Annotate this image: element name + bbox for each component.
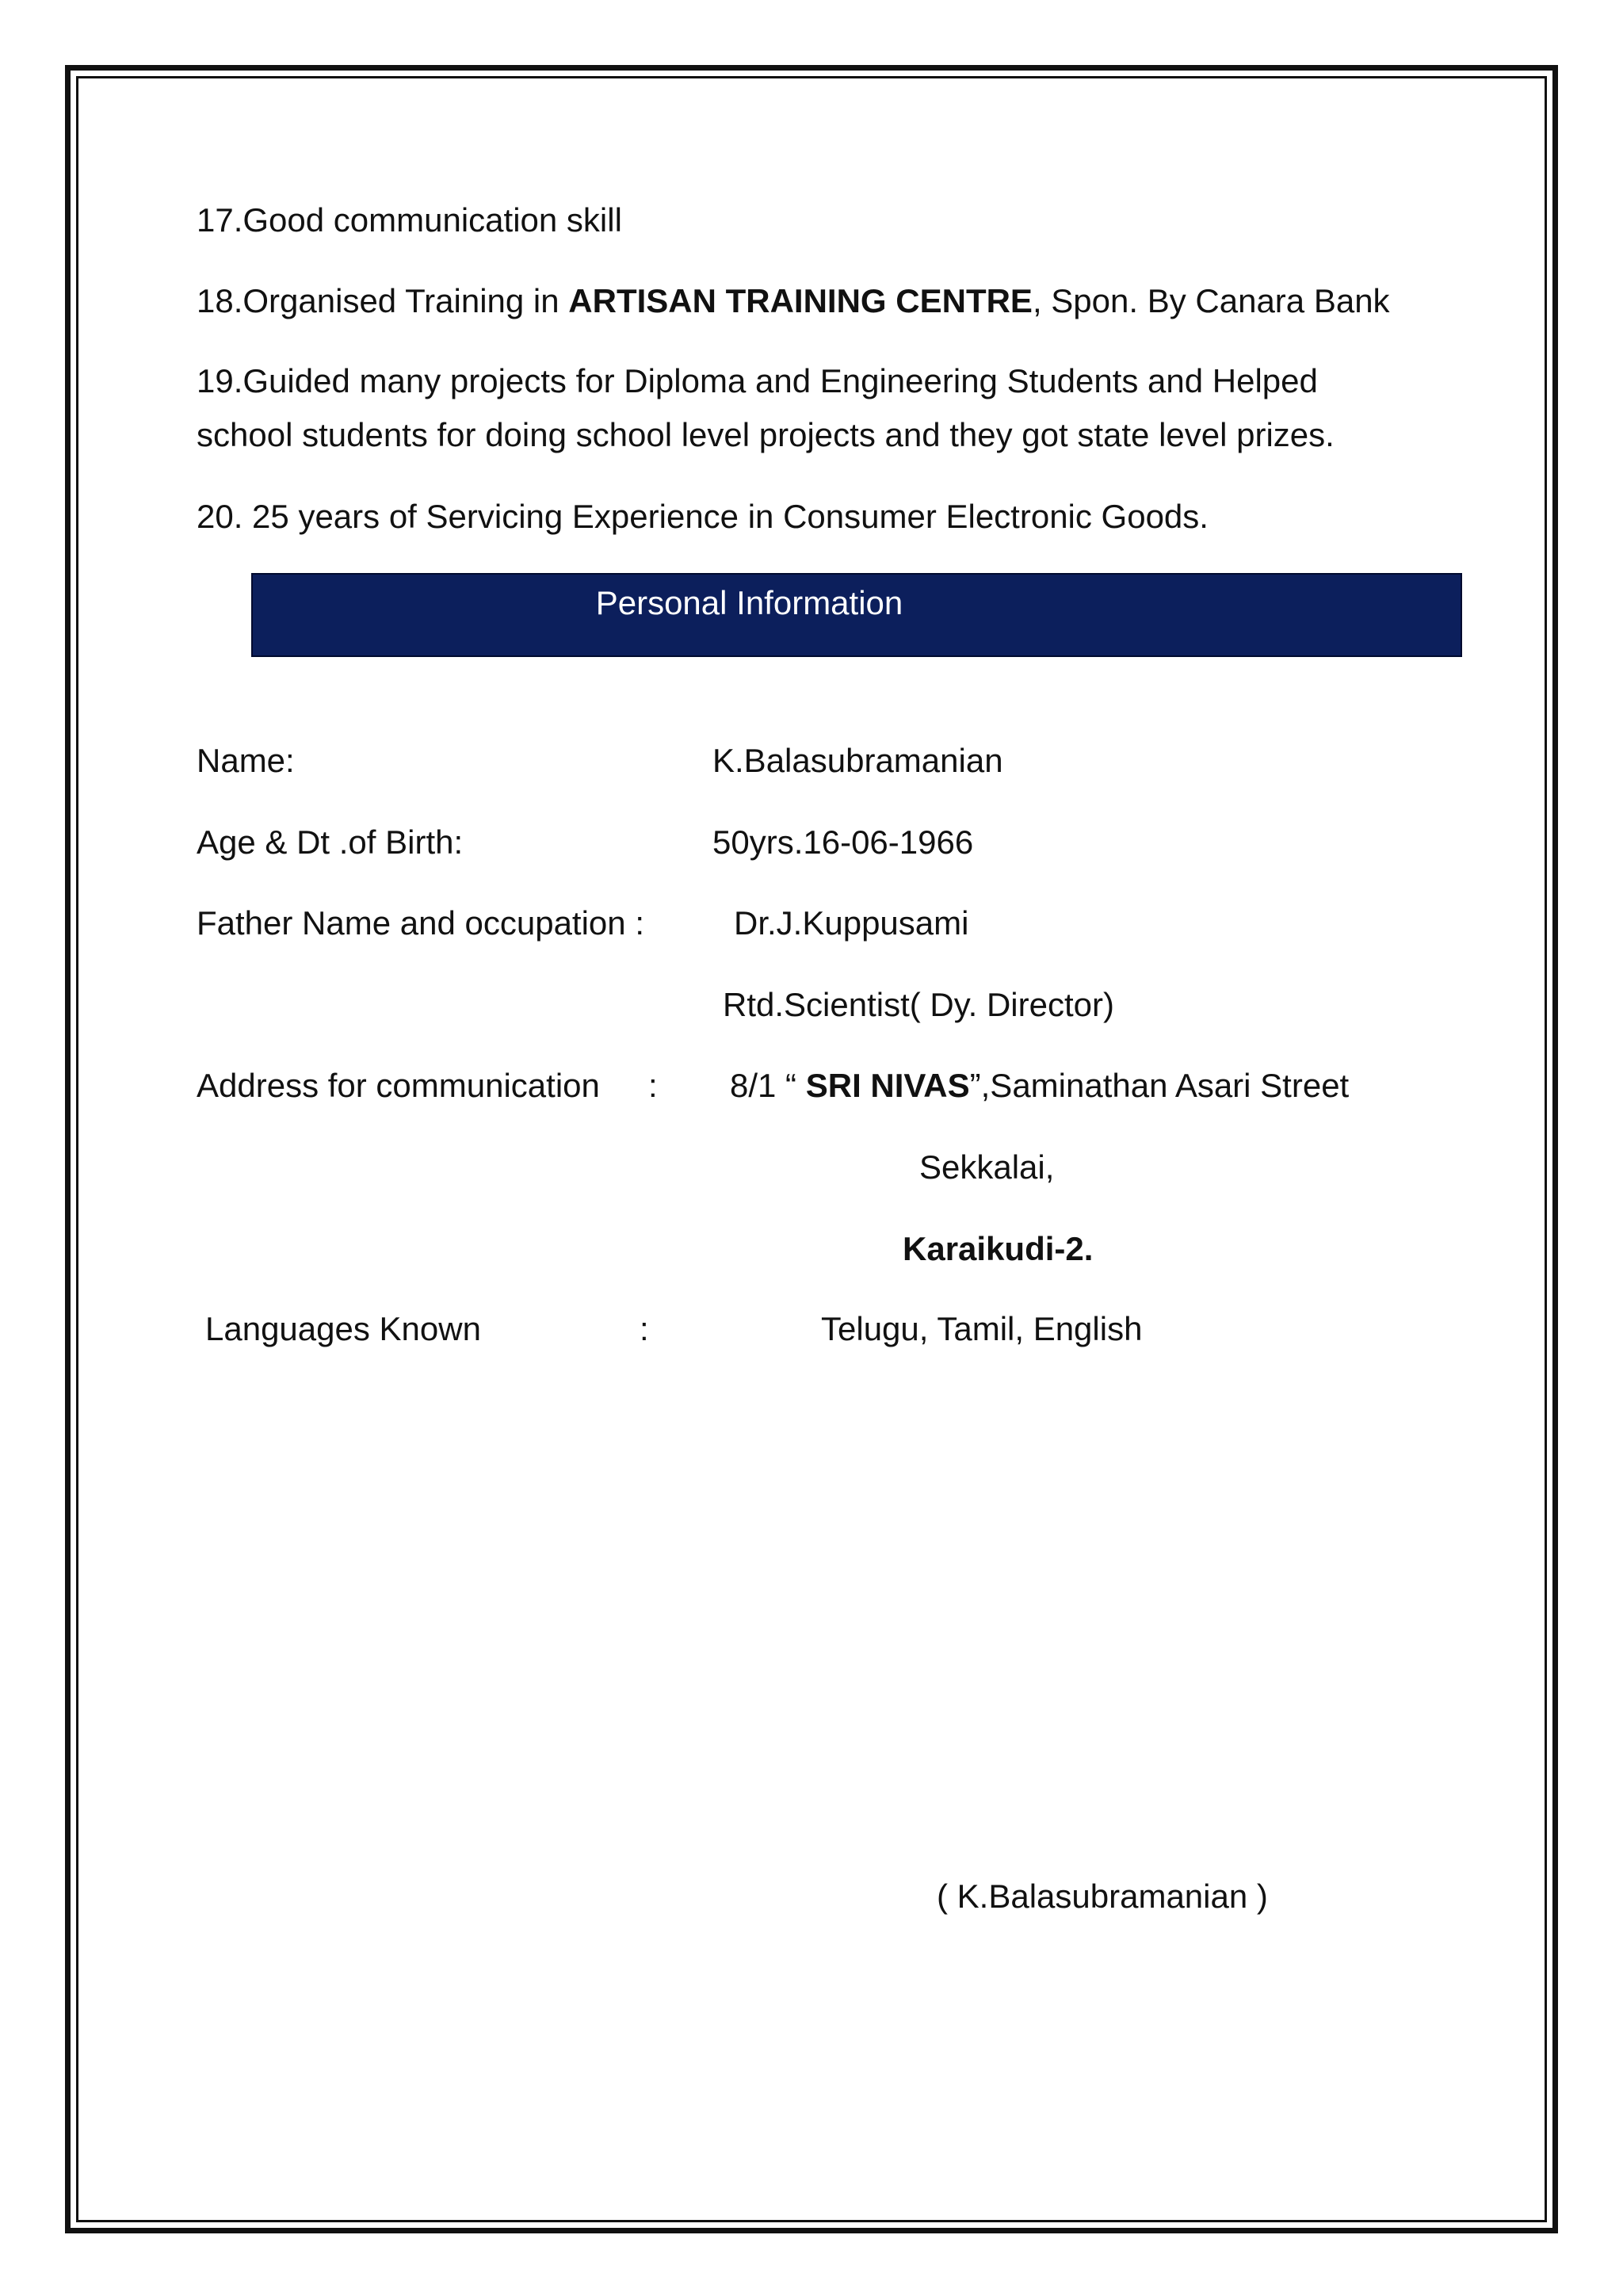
address-label: Address for communication (197, 1067, 600, 1104)
address-line3: Karaikudi-2. (903, 1230, 1094, 1267)
list-item-18 (197, 274, 1390, 328)
languages-value: Telugu, Tamil, English (821, 1310, 1143, 1347)
address-line1 (730, 1059, 1349, 1113)
address-colon: : (648, 1067, 658, 1104)
address-prefix: 8/1 “ (730, 1067, 806, 1104)
list-item-19-line1: 19.Guided many projects for Diploma and Engineering Students and Helped (197, 362, 1318, 399)
age-value: 50yrs.16-06-1966 (712, 823, 974, 861)
father-occupation: Rtd.Scientist( Dy. Director) (723, 986, 1114, 1023)
signature-name: ( K.Balasubramanian ) (937, 1878, 1268, 1915)
languages-label: Languages Known (205, 1310, 481, 1347)
name-value: K.Balasubramanian (712, 742, 1003, 779)
father-value: Dr.J.Kuppusami (734, 904, 969, 942)
list-item-18-prefix: 18.Organised Training in (197, 282, 569, 319)
languages-colon: : (640, 1310, 649, 1347)
father-label: Father Name and occupation : (197, 904, 644, 942)
list-item-18-bold: ARTISAN TRAINING CENTRE (568, 282, 1033, 319)
list-item-20: 20. 25 years of Servicing Experience in Consumer Electronic Goods. (197, 498, 1209, 535)
section-title: Personal Information (595, 584, 903, 621)
section-banner (251, 573, 1462, 657)
address-house-name: SRI NIVAS (805, 1067, 970, 1104)
list-item-19-line2: school students for doing school level projects and they got state level prizes. (197, 416, 1335, 453)
list-item-18-suffix: , Spon. By Canara Bank (1032, 282, 1390, 319)
address-line2: Sekkalai, (919, 1148, 1055, 1186)
address-street: ”,Saminathan Asari Street (969, 1067, 1350, 1104)
list-item-17: 17.Good communication skill (197, 201, 622, 239)
age-label: Age & Dt .of Birth: (197, 823, 464, 861)
name-label: Name: (197, 742, 295, 779)
